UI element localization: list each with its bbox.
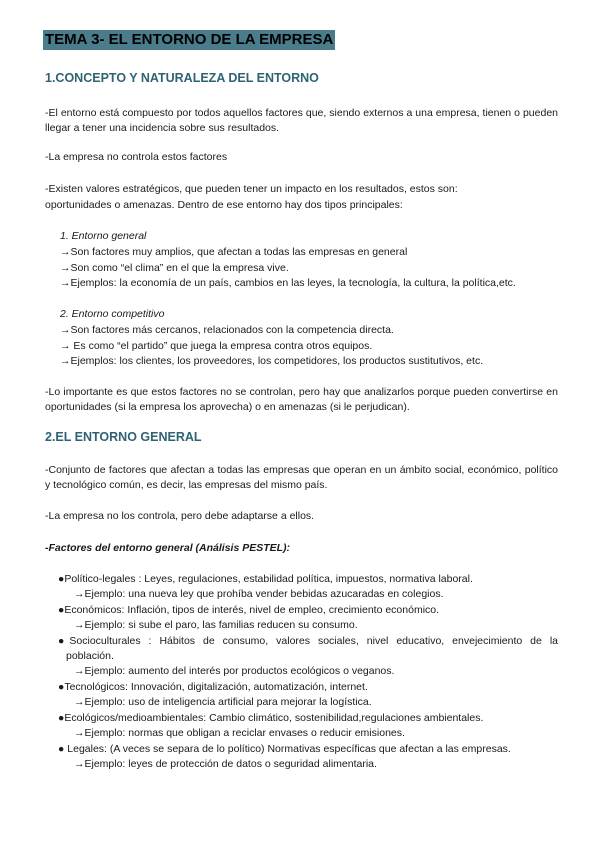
factor-item: ●Económicos: Inflación, tipos de interés, nivel de empleo, crecimiento económico. [58, 604, 440, 616]
page-title: TEMA 3- EL ENTORNO DE LA EMPRESA [45, 31, 334, 48]
paragraph: -Lo importante es que estos factores no se controlan, pero hay que analizarlos porque pueden convertirse en oportunidades (si la empresa los aprovecha) o en amenazas (si le perjudican). [45, 386, 558, 413]
list-item: →Son factores más cercanos, relacionados con la competencia directa. [60, 324, 394, 336]
factor-example: →Ejemplo: si sube el paro, las familias reducen su consumo. [74, 619, 358, 631]
list-item: → Es como “el partido” que juega la empresa contra otros equipos. [60, 340, 373, 352]
factor-item: ● Legales: (A veces se separa de lo político) Normativas específicas que afectan a las empresas. [58, 743, 511, 755]
factor-item: ●Ecológicos/medioambientales: Cambio climático, sostenibilidad,regulaciones ambientales. [58, 712, 484, 724]
factor-example: →Ejemplo: una nueva ley que prohíba vender bebidas azucaradas en colegios. [74, 588, 444, 600]
paragraph: -La empresa no controla estos factores [45, 151, 228, 163]
factor-example: →Ejemplo: uso de inteligencia artificial para mejorar la logística. [74, 696, 372, 708]
list-item: →Son como “el clima” en el que la empresa vive. [60, 262, 289, 274]
list-item: →Son factores muy amplios, que afectan a todas las empresas en general [60, 246, 408, 258]
list-item: →Ejemplos: la economía de un país, cambios en las leyes, la tecnología, la cultura, la política,etc. [60, 277, 516, 289]
section-heading-2: 2.EL ENTORNO GENERAL [45, 430, 202, 444]
paragraph: -La empresa no los controla, pero debe adaptarse a ellos. [45, 510, 315, 522]
factor-item: ●Socioculturales : Hábitos de consumo, valores sociales, nivel educativo, envejecimiento de la [58, 635, 558, 647]
subsection-label-competitivo: 2. Entorno competitivo [60, 308, 165, 320]
factor-example: →Ejemplo: normas que obligan a reciclar envases o reducir emisiones. [74, 727, 405, 739]
factor-example: →Ejemplo: aumento del interés por productos ecológicos o veganos. [74, 665, 395, 677]
paragraph: -Existen valores estratégicos, que pueden tener un impacto en los resultados, estos son: [45, 183, 458, 195]
pestel-heading: -Factores del entorno general (Análisis PESTEL): [45, 542, 291, 554]
list-item: →Ejemplos: los clientes, los proveedores, los competidores, los productos sustitutivos, etc. [60, 355, 484, 367]
paragraph: -Conjunto de factores que afectan a todas las empresas que operan en un ámbito social, económico, político y tecnológico común, es decir, las empresas del mismo país. [45, 464, 558, 491]
factor-item-continuation: población. [66, 650, 114, 662]
paragraph: oportunidades o amenazas. Dentro de ese entorno hay dos tipos principales: [45, 199, 403, 211]
factor-example: →Ejemplo: leyes de protección de datos o seguridad alimentaria. [74, 758, 377, 770]
paragraph: -El entorno está compuesto por todos aquellos factores que, siendo externos a una empresa, tienen o pueden llegar a tener una incidencia sobre sus resultados. [45, 107, 558, 134]
subsection-label-general: 1. Entorno general [60, 230, 147, 242]
section-heading-1: 1.CONCEPTO Y NATURALEZA DEL ENTORNO [45, 71, 319, 85]
factor-item: ●Político-legales : Leyes, regulaciones, estabilidad política, impuestos, normativa laboral. [58, 573, 473, 585]
factor-item: ●Tecnológicos: Innovación, digitalización, automatización, internet. [58, 681, 368, 693]
